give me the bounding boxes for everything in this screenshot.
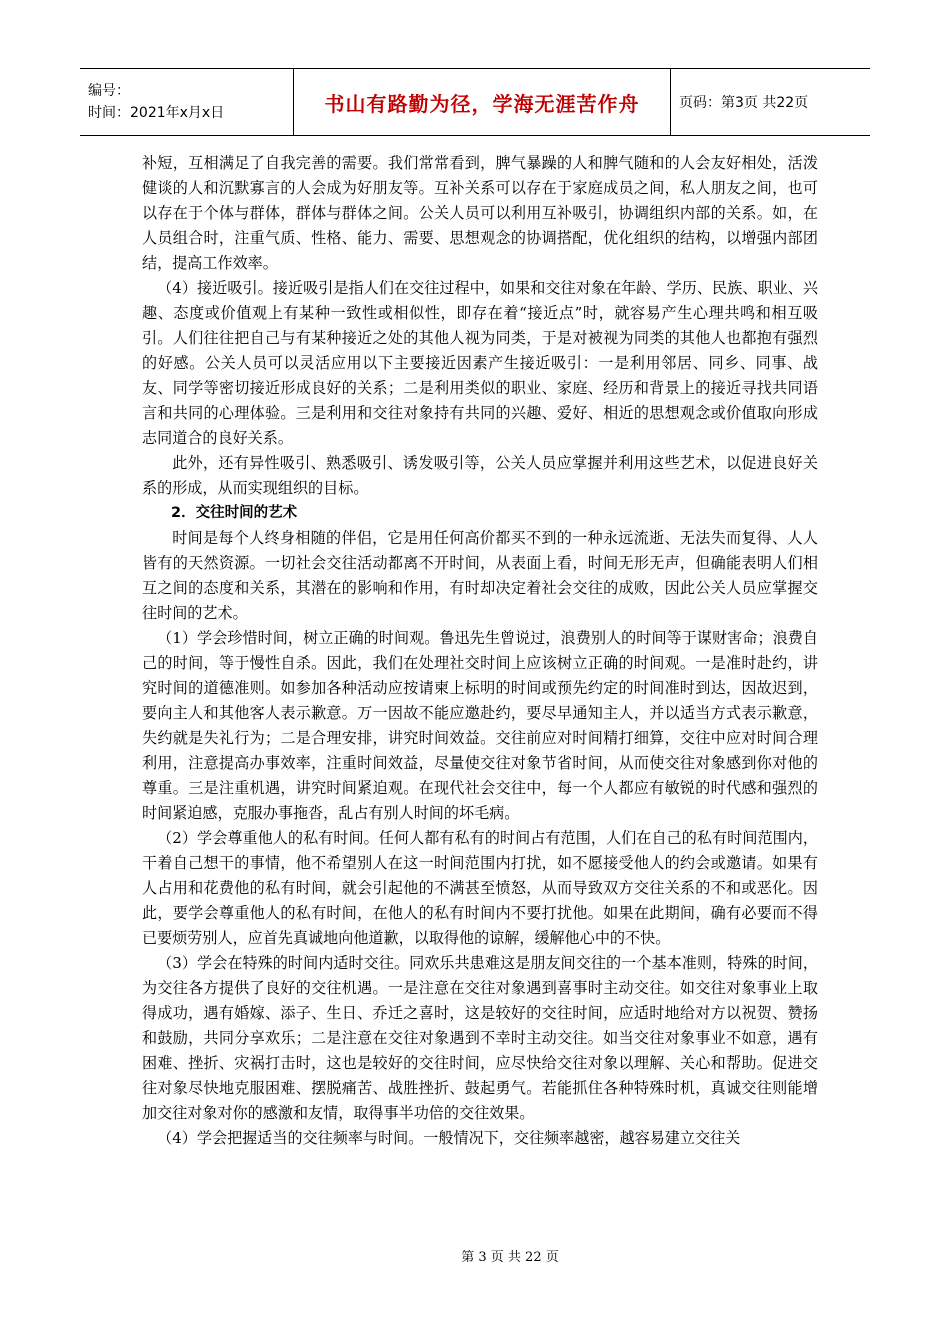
paragraph-proximity-attraction: （4）接近吸引。接近吸引是指人们在交往过程中，如果和交往对象在年龄、学历、民族、职业、兴趣、态度或价值观上有某种一致性或相似性，即存在着“接近点”时，就容易产生心理共鸣和相互吸引。人们往往把自己与有某种接近之处的其他人视为同类，于是对被视为同类的其他人也都抱有强烈的好感。公关人员可以灵活应用以下主要接近因素产生接近吸引：一是利用邻居、同乡、同事、战友、同学等密切接近形成良好的关系；二是利用类似的职业、家庭、经历和背景上的接近寻找共同语言和共同的心理体验。三是利用和交往对象持有共同的兴趣、爱好、相近的思想观念或价值取向形成志同道合的良好关系。 [142,279,818,447]
document-body [142,151,818,1151]
paragraph-special-time: （3）学会在特殊的时间内适时交往。同欢乐共患难这是朋友间交往的一个基本准则，特殊的时间，为交往各方提供了良好的交往机遇。一是注意在交往对象遇到喜事时主动交往。如交往对象事业上取得成功，遇有婚嫁、添子、生日、乔迁之喜时，这是较好的交往时间，应适时地给对方以祝贺、赞扬和鼓励，共同分享欢乐；二是注意在交往对象遇到不幸时主动交往。如当交往对象事业不如意，遇有困难、挫折、灾祸打击时，这也是较好的交往时间，应尽快给交往对象以理解、关心和帮助。促进交往对象尽快地克服困难、摆脱痛苦、战胜挫折、鼓起勇气。若能抓住各种特殊时机，真诚交往则能增加交往对象对你的感激和友情，取得事半功倍的交往效果。 [142,954,818,1122]
header-right-cell [671,69,808,135]
paragraph-time-intro: 时间是每个人终身相随的伴侣，它是用任何高价都买不到的一种永远流逝、无法失而复得、人人皆有的天然资源。一切社会交往活动都离不开时间，从表面上看，时间无形无声，但确能表明人们相互之间的态度和关系，其潜在的影响和作用，有时却决定着社会交往的成败，因此公关人员应掌握交往时间的艺术。 [142,529,818,622]
header-page-info: 页码：第3页 共22页 [679,95,809,111]
paragraph-frequency: （4）学会把握适当的交往频率与时间。一般情况下，交往频率越密，越容易建立交往关 [157,1129,741,1147]
section-heading: 2．交往时间的艺术 [171,505,298,521]
document-date: 时间：2021年x月x日 [88,105,225,121]
paragraph-continuation: 补短，互相满足了自我完善的需要。我们常常看到，脾气暴躁的人和脾气随和的人会友好相处，活泼健谈的人和沉默寡言的人会成为好朋友等。互补关系可以存在于家庭成员之间，私人朋友之间，也可以存在于个体与群体，群体与群体之间。公关人员可以利用互补吸引，协调组织内部的关系。如，在人员组合时，注重气质、性格、能力、需要、思想观念的协调搭配，优化组织的结构，以增强内部团结，提高工作效率。 [142,154,818,272]
paragraph-other-attractions: 此外，还有异性吸引、熟悉吸引、诱发吸引等，公关人员应掌握并利用这些艺术，以促进良好关系的形成，从而实现组织的目标。 [142,454,818,497]
page-header [80,68,870,136]
header-motto: 书山有路勤为径，学海无涯苦作舟 [324,91,640,116]
document-number-label: 编号： [88,83,130,99]
page-footer: 第 3 页 共 22 页 [461,1250,559,1265]
header-middle-cell [294,69,671,135]
paragraph-respect-private-time: （2）学会尊重他人的私有时间。任何人都有私有的时间占有范围，人们在自己的私有时间范围内，干着自己想干的事情，他不希望别人在这一时间范围内打扰，如不愿接受他人的约会或邀请。如果有人占用和花费他的私有时间，就会引起他的不满甚至愤怒，从而导致双方交往关系的不和或恶化。因此，要学会尊重他人的私有时间，在他人的私有时间内不要打扰他。如果在此期间，确有必要而不得已要烦劳别人，应首先真诚地向他道歉，以取得他的谅解，缓解他心中的不快。 [142,829,818,947]
paragraph-cherish-time: （1）学会珍惜时间，树立正确的时间观。鲁迅先生曾说过，浪费别人的时间等于谋财害命；浪费自己的时间，等于慢性自杀。因此，我们在处理社交时间上应该树立正确的时间观。一是准时赴约，讲究时间的道德准则。如参加各种活动应按请柬上标明的时间或预先约定的时间准时到达，因故迟到，要向主人和其他客人表示歉意。万一因故不能应邀赴约，要尽早通知主人，并以适当方式表示歉意，失约就是失礼行为；二是合理安排，讲究时间效益。交往前应对时间精打细算，交往中应对时间合理利用，注意提高办事效率，注重时间效益，尽量使交往对象节省时间，从而使交往对象感到你对他的尊重。三是注重机遇，讲究时间紧迫观。在现代社会交往中，每一个人都应有敏锐的时代感和强烈的时间紧迫感，克服办事拖沓，乱占有别人时间的坏毛病。 [142,629,818,822]
header-left-cell [80,69,294,135]
